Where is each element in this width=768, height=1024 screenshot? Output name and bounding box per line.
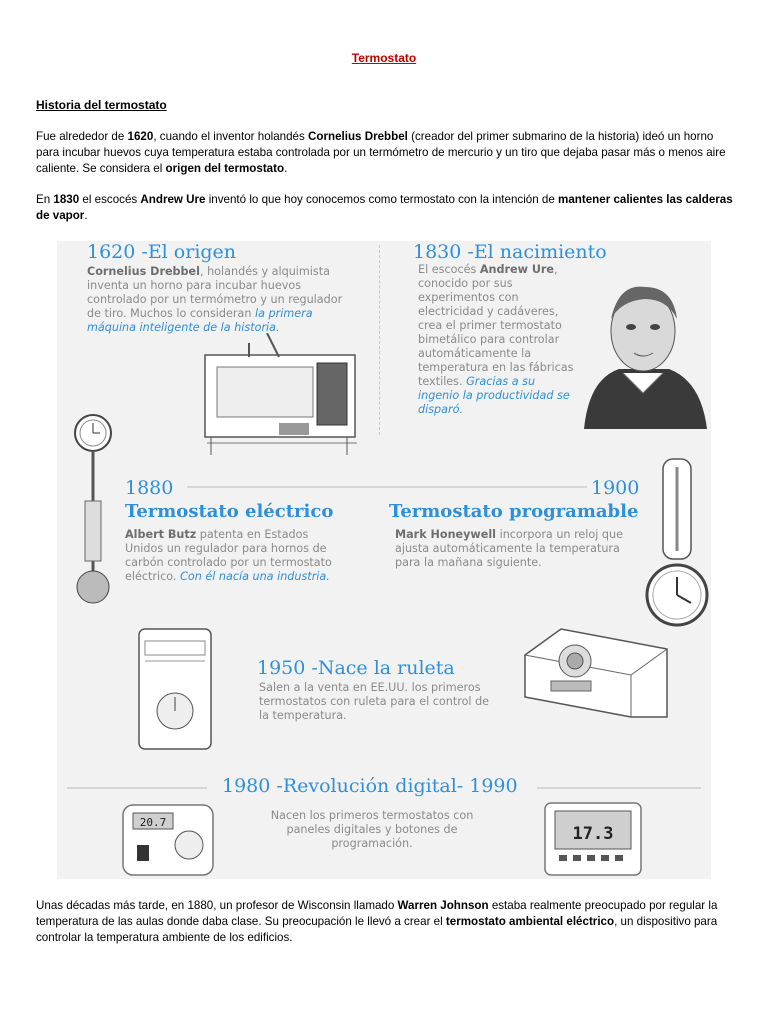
year-1880: 1880 xyxy=(125,477,174,499)
timeline-divider-1980-left xyxy=(67,787,207,789)
dial-thermostat-illustration xyxy=(137,627,217,757)
text-1950: Salen a la venta en EE.UU. los primeros termostatos con ruleta para el control de la temperatura. xyxy=(259,681,490,722)
text-1830: El escocés Andrew Ure, conocido por sus experimentos con electricidad y cadáveres, crea el primer termostato bimetálico para controlar automáticamente la temperatura en las fábricas textiles. Gracias a su ingenio la productividad se disparó. xyxy=(418,263,574,416)
text-1980-1990: Nacen los primeros termostatos con paneles digitales y botones de programación. xyxy=(270,809,474,850)
heading-1880: Termostato eléctrico xyxy=(125,501,334,522)
text-1620: Cornelius Drebbel, holandés y alquimista inventa un horno para incubar huevos controlado por un termómetro y un regulador de tiro. Muchos lo consideran la primera máquina inteligente de la historia. xyxy=(87,265,343,334)
lcd-left-value: 20.7 xyxy=(139,816,167,829)
heading-1830: 1830 -El nacimiento xyxy=(413,241,607,263)
section-heading: Historia del termostato xyxy=(36,98,167,112)
text-1880: Albert Butz patenta en Estados Unidos un regulador para hornos de carbón controlado por un termostato eléctrico. Con él nacía una industria. xyxy=(125,528,332,583)
clock-thermostat-illustration xyxy=(641,455,711,635)
andrew-ure-portrait xyxy=(579,269,709,429)
year-1900: 1900 xyxy=(591,477,640,499)
document-title: Termostato xyxy=(351,51,417,65)
heading-1900: Termostato programable xyxy=(389,501,639,522)
heading-1980-1990: 1980 -Revolución digital- 1990 xyxy=(222,775,518,797)
pendulum-thermostat-illustration xyxy=(63,409,123,609)
lcd-right-value: 17.3 xyxy=(572,824,614,844)
paragraph-1620: Fue alrededor de 1620, cuando el inventor holandés Cornelius Drebbel (creador del primer submarino de la historia) ideó un horno para incubar huevos cuya temperatura estaba controlada por un termómetro de mercurio y un tiro que dejaba pasar más o menos aire caliente. Se considera el origen del termostato. xyxy=(36,130,726,175)
heading-1620: 1620 -El origen xyxy=(87,241,237,263)
box-thermostat-illustration xyxy=(521,625,671,725)
heading-1950: 1950 -Nace la ruleta xyxy=(257,657,455,679)
timeline-divider-1980-right xyxy=(537,787,701,789)
digital-thermostat-left-illustration xyxy=(119,801,219,879)
incubator-illustration xyxy=(197,333,387,463)
paragraph-1830: En 1830 el escocés Andrew Ure inventó lo que hoy conocemos como termostato con la intención de mantener calientes las calderas de vapor. xyxy=(36,193,733,222)
digital-thermostat-right-illustration xyxy=(541,799,651,879)
timeline-divider-1880-1900 xyxy=(187,486,587,488)
timeline-infographic xyxy=(57,241,711,879)
text-1900: Mark Honeywell incorpora un reloj que ajusta automáticamente la temperatura para la mañana siguiente. xyxy=(395,528,624,569)
paragraph-1880: Unas décadas más tarde, en 1880, un profesor de Wisconsin llamado Warren Johnson estaba realmente preocupado por regular la temperatura de las aulas donde daba clase. Su preocupación le llevó a crear el termostato ambiental eléctrico, un dispositivo para controlar la temperatura ambiente de los edificios. xyxy=(36,899,718,944)
